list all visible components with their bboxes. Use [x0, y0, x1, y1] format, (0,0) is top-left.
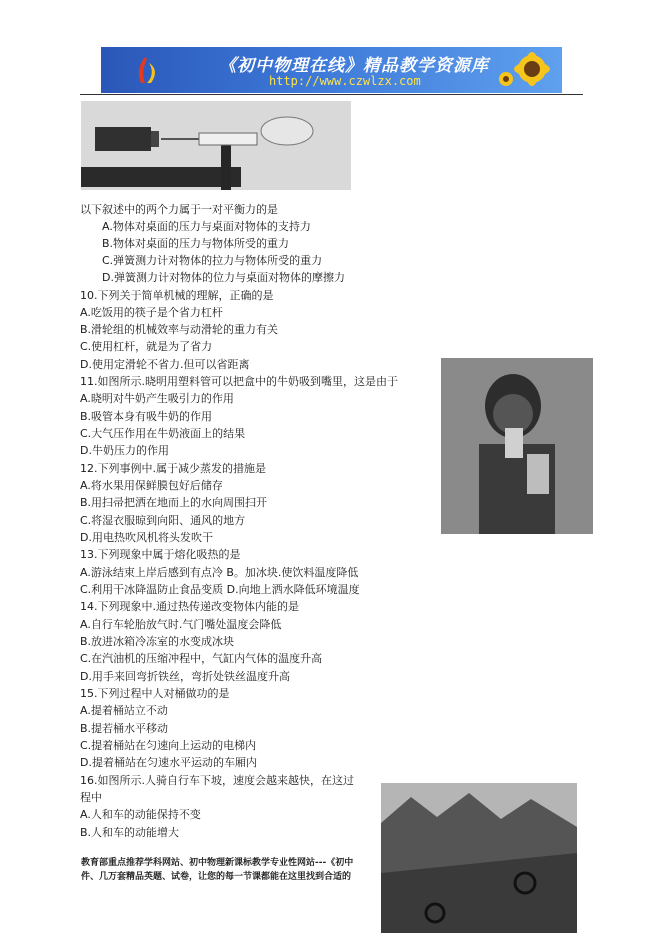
- document-line: C.弹簧测力计对物体的拉力与物体所受的重力: [102, 254, 323, 267]
- document-line: A.晓明对牛奶产生吸引力的作用: [80, 392, 234, 405]
- document-line: B.物体对桌面的压力与物体所受的重力: [102, 237, 290, 250]
- document-line: C.将湿衣服晾到向阳、通风的地方: [80, 514, 246, 527]
- document-line: A.游泳结束上岸后感到有点冷 B。加冰块.使饮料温度降低: [80, 566, 359, 579]
- document-line: A.自行车轮胎放气时.气门嘴处温度会降低: [80, 618, 282, 631]
- document-line: B.吸管本身有吸牛奶的作用: [80, 410, 213, 423]
- footer-line-1: 教育部重点推荐学科网站、初中物理新课标教学专业性网站---《初中: [81, 858, 354, 868]
- document-line: C.大气压作用在牛奶液面上的结果: [80, 427, 246, 440]
- document-line: 16.如图所示.人骑自行车下坡，速度会越来越快，在这过: [80, 774, 354, 787]
- banner-url: http://www.czwlzx.com: [269, 74, 421, 88]
- footer-line-2: 件、几万套精品英题、试卷，让您的每一节课都能在这里找到合适的: [81, 872, 352, 882]
- document-line: 10.下列关于简单机械的理解，正确的是: [80, 289, 274, 302]
- document-line: A.物体对桌面的压力与桌面对物体的支持力: [102, 220, 311, 233]
- document-line: 15.下列过程中人对桶做功的是: [80, 687, 230, 700]
- document-line: C.提着桶站在匀速向上运动的电梯内: [80, 739, 257, 752]
- sunflower-icon: [496, 49, 556, 93]
- boy-drinking-milk-photo: [441, 358, 593, 534]
- spring-scale-photo: [81, 101, 351, 190]
- document-line: D.提着桶站在匀速水平运动的车厢内: [80, 756, 257, 769]
- document-line: A.将水果用保鲜膜包好后储存: [80, 479, 223, 492]
- document-line: D.弹簧测力计对物体的位力与桌面对物体的摩擦力: [102, 271, 345, 284]
- document-line: 12.下列事例中.属于减少蒸发的措施是: [80, 462, 266, 475]
- document-line: 13.下列现象中属于熔化吸热的是: [80, 548, 241, 561]
- document-line: D.使用定滑轮不省力.但可以省距离: [80, 358, 250, 371]
- document-line: D.用电热吹风机将头发吹干: [80, 531, 213, 544]
- document-line: C.使用杠杆，就是为了省力: [80, 340, 213, 353]
- document-line: 程中: [80, 791, 102, 804]
- bicycle-downhill-photo: [381, 783, 577, 933]
- document-line: A.吃饭用的筷子是个省力杠杆: [80, 306, 223, 319]
- document-line: B.人和车的动能增大: [80, 826, 180, 839]
- document-line: B.滑轮组的机械效率与动滑轮的重力有关: [80, 323, 279, 336]
- document-line: 14.下列现象中.通过热传递改变物体内能的是: [80, 600, 299, 613]
- document-line: A.人和车的动能保持不变: [80, 808, 201, 821]
- banner-title: 《初中物理在线》精品教学资源库: [219, 56, 489, 76]
- document-line: B.提若桶水平移动: [80, 722, 169, 735]
- document-line: B.用扫帚把洒在地而上的水向周围扫开: [80, 496, 268, 509]
- site-logo-icon: [131, 55, 159, 85]
- document-line: B.放进冰箱冷冻室的水变成冰块: [80, 635, 235, 648]
- site-banner: [101, 47, 562, 93]
- document-line: A.提着桶站立不动: [80, 704, 168, 717]
- document-line: 11.如图所示.晓明用塑料管可以把盒中的牛奶吸到嘴里，这是由于: [80, 375, 398, 388]
- document-line: D.用手来回弯折铁丝，弯折处铁丝温度升高: [80, 670, 290, 683]
- document-line: C.利用干冰降温防止食品变质 D.向地上洒水降低环境温度: [80, 583, 360, 596]
- document-line: 以下叙述中的两个力属于一对平衡力的是: [80, 203, 278, 216]
- document-line: D.牛奶压力的作用: [80, 444, 169, 457]
- document-line: C.在汽油机的压缩冲程中，气缸内气体的温度升高: [80, 652, 323, 665]
- header-rule: [80, 94, 583, 95]
